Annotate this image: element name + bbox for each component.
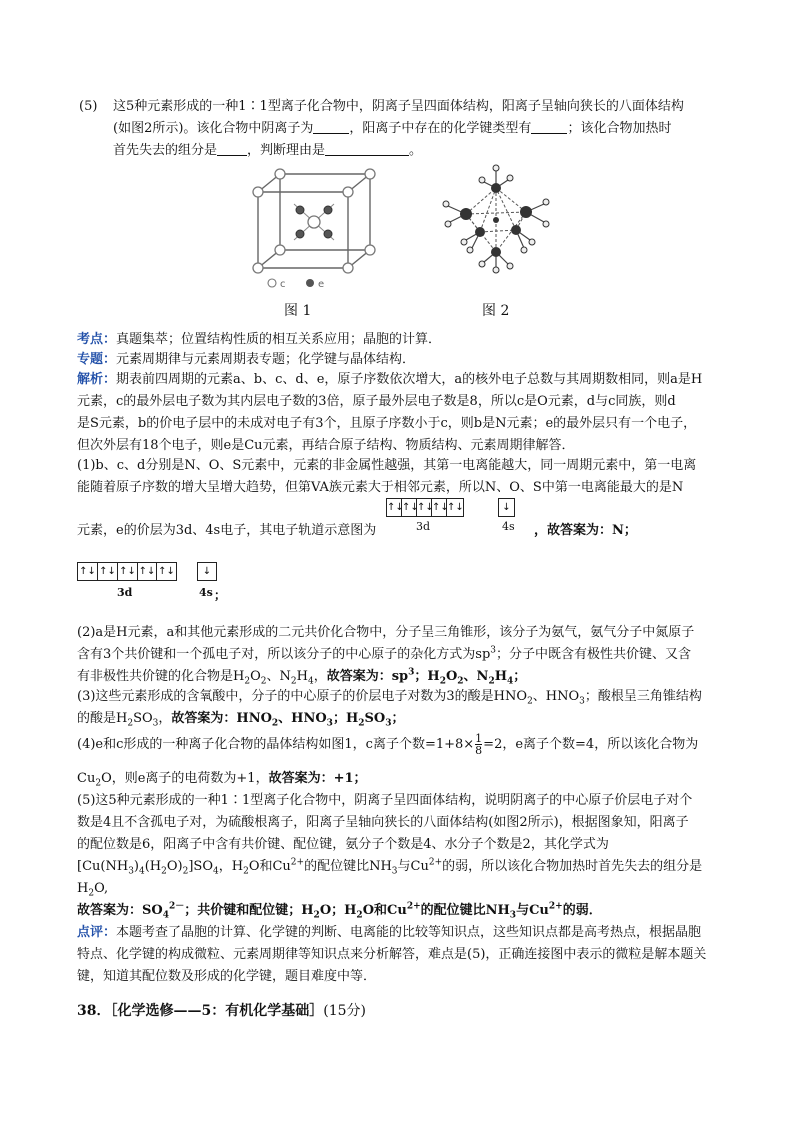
kaodian-label: 考点： <box>77 332 117 347</box>
orbital-4s-label: 4s <box>199 586 213 599</box>
text: 本题考查了晶胞的计算、化学键的判断、电离能的比较等知识点，这些知识点都是高考热点，根据晶胞 <box>116 925 702 940</box>
legend-c-label: c <box>280 279 286 290</box>
sub: 3 <box>579 696 585 707</box>
text: 的配位键比NH <box>304 859 392 874</box>
text: O，则e离子的电荷数为+1， <box>101 771 269 786</box>
text: 数是4且不含孤电子对，为硫酸根离子，阳离子呈轴向狭长的八面体结构(如图2所示)，根据图象知，阳离子 <box>77 815 689 830</box>
part-5 <box>77 790 727 922</box>
text: O和Cu <box>248 859 291 874</box>
text: ；分子中既含有极性共价键、又含 <box>496 647 692 662</box>
sub: 2 <box>243 866 249 877</box>
text: ；H <box>332 711 359 726</box>
orbital-cell: ↑↓ <box>417 499 432 516</box>
text: ，H <box>218 859 244 874</box>
orbital-3d-boxes <box>386 498 464 517</box>
text: 、N <box>463 669 489 684</box>
text: ， <box>158 711 172 726</box>
text: ) <box>133 859 139 874</box>
orbital-4s-label: 4s <box>502 520 515 533</box>
sub: 2 <box>182 866 189 877</box>
kaodian-text: 真题集萃；位置结构性质的相互关系应用；晶胞的计算． <box>116 332 442 347</box>
text: (4)e和c形成的一种离子化合物的晶体结构如图1，c离子个数=1+8× <box>77 737 475 752</box>
part-5-answer <box>77 901 602 921</box>
text: ； <box>513 669 527 684</box>
orbital-cell: ↑↓ <box>158 566 175 577</box>
text: O <box>445 669 458 684</box>
orbital-diagram-inline <box>386 498 526 538</box>
orbital-cell: ↑↓ <box>432 499 447 516</box>
orbital-diagram-answer <box>77 562 237 602</box>
text: 键，知道其配位数及形成的化学键，题目难度中等． <box>77 969 377 984</box>
orbital-cell: ↓ <box>502 502 511 513</box>
text: 含有3个共价键和一个孤电子对，所以该分子的中心原子的杂化方式为sp <box>77 647 491 662</box>
sub: 3 <box>509 910 517 921</box>
answer-blank[interactable] <box>325 141 409 156</box>
orbital-4s-box <box>197 562 217 581</box>
sup: 3 <box>408 667 415 678</box>
sub: 2 <box>127 718 134 729</box>
part-4-answer: 故答案为：+1； <box>268 771 367 786</box>
sup: 2+ <box>290 857 305 868</box>
orbital-3d-boxes <box>77 562 177 581</box>
sub: 3 <box>152 718 159 729</box>
sub: 4 <box>507 676 514 687</box>
question-line: 这5种元素形成的一种1∶1型离子化合物中，阴离子呈四面体结构，阳离子呈轴向狭长的八面体结构 <box>113 99 684 114</box>
text: H <box>494 669 507 684</box>
text: (5)这5种元素形成的一种1∶1型离子化合物中，阴离子呈四面体结构，说明阴离子的中心原子价层电子对个 <box>77 793 693 808</box>
numerator: 1 <box>475 732 483 745</box>
answer-blank[interactable] <box>531 119 567 134</box>
text: Cu <box>77 771 96 786</box>
text: O；H <box>319 903 357 918</box>
text: ； <box>391 711 405 726</box>
text: H <box>296 669 308 684</box>
text: 有非极性共价键的化合物是H <box>77 669 245 684</box>
text: 38．［化学选修——5：有机化学基础］ <box>77 1003 324 1019</box>
text: =2，e离子个数=4，所以该化合物为 <box>483 737 699 752</box>
orbital-cell: ↑↓ <box>387 499 402 516</box>
orbital-cell: ↑↓ <box>402 499 417 516</box>
sub: 2 <box>88 888 95 899</box>
legend-e-label: e <box>318 279 325 290</box>
part-3 <box>77 686 727 730</box>
text: 故答案为：sp <box>326 669 409 684</box>
sub: 3 <box>326 718 333 729</box>
text: 故答案为：HNO <box>171 711 272 726</box>
sup: 2+ <box>406 901 421 912</box>
text: 、N <box>266 669 291 684</box>
zhuanti-label: 专题： <box>77 352 117 367</box>
text: 元素，c的最外层电子数为其内层电子数的3倍，原子最外层电子数是8，所以c是O元素，d与c同族，则d <box>77 394 676 409</box>
question-number: (5) <box>79 99 98 114</box>
figure-1-crystal-cell <box>244 160 384 290</box>
text: ，判断理由是 <box>247 143 326 158</box>
text: (1)b、c、d分别是N、O、S元素中，元素的非金属性越强，其第一电离能越大，同一周期元素中，第一电离 <box>77 458 697 473</box>
sub: 4 <box>307 676 314 687</box>
text: 能随着原子序数的增大呈增大趋势，但第VA族元素大于相邻元素，所以N、O、S中第一电离能最大的是N <box>77 480 684 495</box>
sub: 3 <box>385 718 392 729</box>
text: (2)a是H元素，a和其他元素形成的二元共价化合物中，分子呈三角锥形，该分子为氨气，氨气分子中氮原子 <box>77 625 695 640</box>
question-38-heading <box>77 1000 366 1022</box>
orbital-cell: ↓ <box>202 566 212 577</box>
text: (15分) <box>323 1003 366 1019</box>
text: ， <box>313 669 327 684</box>
question-line <box>79 118 729 140</box>
sub: 2 <box>313 910 320 921</box>
sup: 3 <box>490 645 496 656</box>
part-1 <box>77 455 727 499</box>
zhuanti-line <box>77 349 727 371</box>
text: 与Cu <box>397 859 429 874</box>
text: 的酸是H <box>77 711 128 726</box>
part-2 <box>77 622 727 688</box>
text: ；共价键和配位键；H <box>184 903 314 918</box>
text: [Cu(NH <box>77 859 129 874</box>
text: O和Cu <box>362 903 407 918</box>
sub: 4 <box>139 866 145 877</box>
text: 的弱． <box>562 903 602 918</box>
text: (H <box>144 859 162 874</box>
text: 的配位数是6，阳离子中含有共价键、配位键，氨分子个数是4、水分子个数是2，其化学式为 <box>77 837 609 852</box>
sub: 2 <box>244 676 251 687</box>
orbital-cell: ↑↓ <box>447 502 464 513</box>
sub: 2 <box>260 676 267 687</box>
figure-2-caption: 图 2 <box>482 303 510 319</box>
text: 特点、化学键的构成微粒、元素周期律等知识点来分析解答，难点是(5)，正确连接图中表示的微粒是解本题关 <box>77 947 707 962</box>
text: 。 <box>409 143 423 158</box>
zhuanti-text: 元素周期律与元素周期表专题；化学键与晶体结构． <box>116 352 416 367</box>
text: SO <box>133 711 153 726</box>
text: ；酸根呈三角锥结构 <box>584 689 702 704</box>
orbital-4s-box <box>498 498 515 517</box>
sub: 2 <box>161 866 167 877</box>
orbital-cell: ↑↓ <box>138 563 157 580</box>
orbital-cell: ↑↓ <box>118 563 138 580</box>
sub: 2 <box>271 718 279 729</box>
fraction <box>475 733 482 756</box>
text: 与Cu <box>516 903 549 918</box>
jiexi-label: 解析： <box>77 372 117 387</box>
sub: 3 <box>128 866 134 877</box>
sup: 2+ <box>548 901 563 912</box>
text: SO <box>364 711 386 726</box>
orbital-3d-label: 3d <box>117 586 133 599</box>
text: (如图2所示)。该化合物中阴离子为 <box>113 121 314 136</box>
answer-blank[interactable] <box>217 141 247 156</box>
figure-2-octahedron <box>428 156 558 286</box>
text: ；H <box>414 669 440 684</box>
question-line <box>79 140 729 162</box>
denominator: 8 <box>475 744 483 757</box>
sub: 4 <box>213 866 219 877</box>
text: 故答案为：SO <box>77 903 163 918</box>
text: ]SO <box>188 859 213 874</box>
sub: 2 <box>527 696 533 707</box>
figure-1-caption: 图 1 <box>284 303 312 319</box>
sub: 3 <box>391 866 398 877</box>
sub: 2 <box>488 676 495 687</box>
text: H <box>77 881 89 896</box>
part-4-line-1 <box>77 732 727 758</box>
kaodian-line <box>77 329 727 351</box>
part-4-line-2 <box>77 768 727 790</box>
question-5 <box>79 96 729 162</box>
part-3-answer <box>171 711 405 729</box>
text: ，阳离子中存在的化学键类型有 <box>349 121 532 136</box>
text: 的弱，所以该化合物加热时首先失去的组分是 <box>442 859 703 874</box>
text: 期表前四周期的元素a、b、c、d、e，原子序数依次增大，a的核外电子总数与其周期数相同，则a是H <box>116 372 703 387</box>
sup: 2－ <box>168 901 185 912</box>
part-1-answer: ，故答案为：N； <box>534 523 637 538</box>
dianping-label: 点评： <box>77 925 117 940</box>
sub: 2 <box>290 676 297 687</box>
orbital-cell: ↑↓ <box>78 563 98 580</box>
sub: 2 <box>439 676 446 687</box>
sub: 4 <box>162 910 169 921</box>
text: O, <box>94 881 109 896</box>
text: 但次外层有18个电子，则e是Cu元素，再结合原子结构、物质结构、元素周期律解答． <box>77 438 575 453</box>
orbital-cell: ↑↓ <box>98 563 118 580</box>
text: 、HNO <box>532 689 580 704</box>
sub: 2 <box>457 676 464 687</box>
orbital-3d-label: 3d <box>416 520 431 533</box>
text: O) <box>166 859 183 874</box>
jiexi-block <box>77 369 727 457</box>
sub: 2 <box>356 910 363 921</box>
text: 元素，e的价层为3d、4s电子，其电子轨道示意图为 <box>77 523 377 538</box>
text: (3)这些元素形成的含氧酸中，分子的中心原子的价层电子对数为3的酸是HNO <box>77 689 528 704</box>
part-2-answer <box>326 667 527 687</box>
answer-blank[interactable] <box>313 119 349 134</box>
text: 是S元素，b的价电子层中的未成对电子有3个，且原子序数小于c，则b是N元素；e的最外层只有一个电子， <box>77 416 697 431</box>
dianping-block <box>77 922 727 988</box>
text: O <box>250 669 261 684</box>
sup: 2+ <box>428 857 443 868</box>
sub: 2 <box>95 778 102 789</box>
text: 首先失去的组分是 <box>113 143 218 158</box>
text: ；该化合物加热时 <box>567 121 672 136</box>
sub: 2 <box>358 718 365 729</box>
text: 的配位键比NH <box>420 903 510 918</box>
text: 、HNO <box>278 711 327 726</box>
orbital-tail: ； <box>214 588 227 602</box>
